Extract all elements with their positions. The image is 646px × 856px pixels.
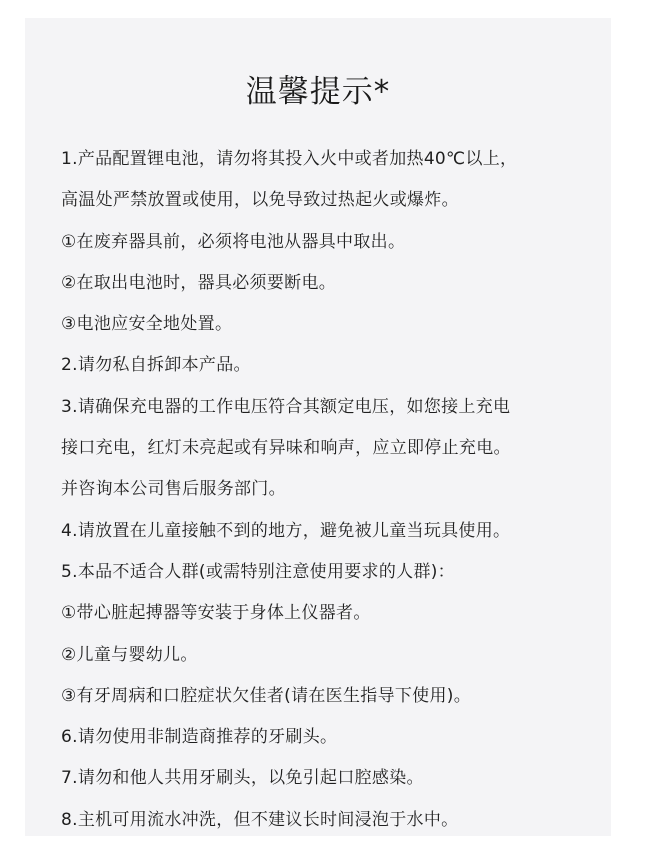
notice-line: ②儿童与婴幼儿。 [61,644,198,665]
notice-content [61,139,601,841]
notice-line: 高温处严禁放置或使用，以免导致过热起火或爆炸。 [61,190,459,211]
notice-line: ②在取出电池时，器具必须要断电。 [61,272,337,293]
notice-line: ①在废弃器具前，必须将电池从器具中取出。 [61,231,406,252]
notice-line: 2.请勿私自拆卸本产品。 [61,355,251,376]
notice-line: ①带心脏起搏器等安装于身体上仪器者。 [61,603,371,624]
notice-line: 1.产品配置锂电池，请勿将其投入火中或者加热40℃以上， [61,149,518,169]
notice-line: 并咨询本公司售后服务部门。 [61,479,286,500]
notice-line: 4.请放置在儿童接触不到的地方，避免被儿童当玩具使用。 [61,520,511,541]
notice-card [25,18,611,836]
notice-line: 7.请勿和他人共用牙刷头，以免引起口腔感染。 [61,768,424,789]
notice-line: 接口充电，红灯未亮起或有异味和响声，应立即停止充电。 [61,438,511,459]
notice-line: 8.主机可用流水冲洗，但不建议长时间浸泡于水中。 [61,809,459,830]
notice-line: 5.本品不适合人群(或需特别注意使用要求的人群)： [61,561,455,582]
notice-line: ③有牙周病和口腔症状欠佳者(请在医生指导下使用)。 [61,685,472,706]
notice-line: ③电池应安全地处置。 [61,314,233,335]
notice-line: 6.请勿使用非制造商推荐的牙刷头。 [61,727,338,748]
notice-line: 3.请确保充电器的工作电压符合其额定电压，如您接上充电 [61,396,511,417]
notice-title: 温馨提示* [245,74,391,110]
